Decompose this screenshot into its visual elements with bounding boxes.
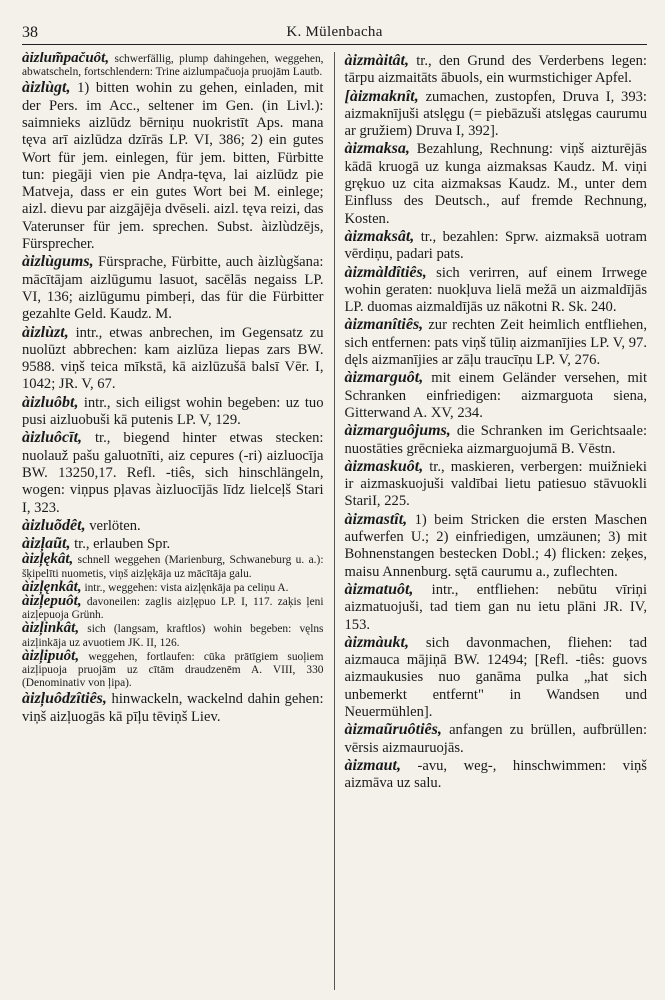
entry-definition: zumachen, zustopfen, Druva I, 393: aizmaknījuši atslęgu (= piebāzuši atslęgas caurumu ar gružiem) Druva I, 392]. [344, 88, 647, 140]
entry-headword: àizlùzt, [22, 323, 69, 341]
entry-definition: zur rechten Zeit heimlich entfliehen, sich entfernen: pats viņš tūliņ aizmanījies LP. V, 97. dęls aizmanījies ar zāļu traucīņu LP. V, 276. [344, 317, 647, 369]
entry-definition: tr., erlauben Spr. [70, 536, 171, 553]
entry-definition: 1) bitten wohin zu gehen, einladen, mit der Pers. im Acc., seltener im Gen. (in Livl.): saimnieks aizlūdz bērniņu nuokristīt Aps. mana tęva arī aizlūdza dzīrās LP. VI, 386; 2) ein gutes Wort für jem. einlegen, für jem. bitten, Fürbitte tun: piegāji vien pie Andŗa-tęva, lai aizlūdz pie Matveja, dass er ein gutes Wort bei M. einlege; aizl. dievu par aizgājēja dvēseli. aizl. tęva reizi, das Vaterunser für jem. sprechen. Subst. àizlùdzējs, Fürsprecher. [22, 80, 324, 253]
dictionary-entry [345, 88, 648, 141]
dictionary-entry [22, 690, 324, 726]
dictionary-entry [345, 581, 648, 634]
right-column [335, 52, 648, 990]
entry-definition: verlöten. [85, 517, 141, 534]
entry-definition: tr., den Grund des Verderbens legen: tārpu aizmaitāts ābuols, ein wurmstichiger Apfel. [344, 53, 647, 87]
dictionary-entry [22, 647, 324, 691]
dictionary-entry [345, 52, 648, 88]
entry-definition: intr., weggehen: vista aizļęnkāja pa celiņu A. [81, 581, 289, 594]
entry-headword: àizmaut, [344, 756, 401, 774]
entry-definition: weggehen, fortlaufen: cūka prātīgiem suoļiem aizļipuoja pruojām uz cītām draudzenēm A. VIII, 330 (Denominativ von ļipa). [22, 650, 324, 690]
dictionary-entry [345, 140, 648, 227]
entry-headword: àizļaũt, [22, 535, 71, 553]
entry-headword: àizluôcīt, [22, 429, 83, 447]
dictionary-entry [22, 253, 324, 323]
dictionary-entry [345, 228, 648, 264]
entry-headword: àizluôbt, [22, 393, 79, 411]
entry-definition: intr., sich eiligst wohin begeben: uz tuo pusi aizluobuši kā putenis LP. V, 129. [22, 394, 324, 429]
page-header [22, 22, 647, 45]
entry-definition: mit einem Geländer versehen, mit Schranken einfriedigen: aizmarguota siena, Gitterwand A. XV, 234. [344, 370, 647, 421]
entry-definition: -avu, weg-, hinschwimmen: viņš aizmāva uz salu. [344, 757, 647, 792]
entry-definition: Bezahlung, Rechnung: viņš aizturējās kādā kruogā uz kunga aizmaksas Kaudz. M. viņi grękuo uz cita aizmaksas Kaudz. M., unter dem Einfluss des Deutsch., auf fremde Rechnung, Kosten. [344, 141, 647, 227]
entry-headword: àizļepuôt, [22, 593, 82, 610]
entry-headword: àizmatuôt, [344, 580, 414, 598]
page-number: 38 [22, 24, 38, 41]
entry-headword: àizļękât, [22, 551, 74, 568]
dictionary-entry [345, 511, 648, 581]
entry-definition: sich davonmachen, fliehen: tad aizmauca mājiņā BW. 12494; [Refl. -tiês: guovs aizmaukusies nuo ganāma pulka „hat sich unbemerkt entfernt" in Wandsen und Neuermühlen]. [344, 634, 647, 720]
entry-headword: àizmarguôjums, [344, 422, 451, 440]
entry-definition: intr., etwas anbrechen, im Gegensatz zu nuolūzt abbrechen: kam aizlūza liepas zars BW. 9588. viņš teica mīkstā, kā aizlūzušā balsī Vēr. I, 1042; JR. V, 67. [22, 324, 324, 393]
dictionary-entry [22, 79, 324, 253]
dictionary-entry [345, 634, 648, 721]
dictionary-entry [22, 553, 324, 580]
entry-headword: àizmàldîtiês, [344, 263, 427, 281]
entry-headword: àizluõdêt, [22, 516, 86, 534]
entry-headword: àizļinkât, [22, 620, 80, 637]
entry-headword: àizlum̃pačuôt, [22, 52, 110, 66]
entry-definition: tr., maskieren, verbergen: muižnieki ir aizmaskuojuši valdībai lietu patiesuo stāvuokli StariI, 225. [344, 458, 647, 510]
entry-definition: anfangen zu brüllen, aufbrüllen: vērsis aizmauruojās. [344, 722, 647, 756]
entry-definition: sich (langsam, kraftlos) wohin begeben: vęlns aizļinkāja uz avuotiem JK. II, 126. [22, 623, 324, 649]
dictionary-entry [22, 595, 324, 622]
left-column [22, 52, 335, 990]
entry-definition: tr., biegend hinter etwas stecken: nuolauž pašu galuotnīti, aiz cepures (-ri) aizluocīja BW. 13250,17. Refl. -tiês, sich hinschlängeln, wogen: viņpus pļavas àizluocījās līdz lielceļš Stari I, 323. [22, 430, 324, 516]
entry-definition: davoneilen: zaglis aizļępuo LP. I, 117. zaķis ļeni aizļepuoja Grünh. [22, 596, 324, 622]
dictionary-entry [345, 721, 648, 757]
entry-headword: àizmaskuôt, [344, 457, 424, 475]
entry-definition: Fürsprache, Fürbitte, auch àizlùgšana: mācītājam aizlūgumu lasuot, sacēlās negaiss LP. VI, 136; aizlūgumu pimbeŗi, das für die Fürbitter gezahlte Geld. Kaudz. M. [22, 254, 324, 323]
entry-definition: tr., bezahlen: Sprw. aizmaksā uotram vērdiņu, padari pats. [344, 228, 647, 263]
entry-headword: àizmaksa, [344, 140, 410, 158]
dictionary-entry [345, 316, 648, 369]
dictionary-entry [345, 264, 648, 317]
dictionary-entry [22, 52, 324, 79]
dictionary-entry [22, 429, 324, 516]
entry-headword: àizmaũruôtiês, [344, 721, 442, 739]
dictionary-entry [345, 422, 648, 458]
entry-headword: àizlùgt, [22, 79, 71, 97]
dictionary-entry [22, 517, 324, 535]
columns [22, 52, 647, 990]
entry-headword: àizmastît, [344, 510, 408, 528]
running-head: K. Mülenbacha [286, 24, 383, 40]
entry-headword: àizmanîtiês, [344, 316, 424, 334]
entry-headword: àizmarguôt, [344, 369, 424, 387]
entry-headword: àizļuôdzîtiês, [22, 690, 107, 708]
entry-headword: àizmàitât, [344, 52, 409, 69]
entry-definition: schnell weggehen (Marienburg, Schwaneburg u. a.): šķipelīti nuometis, viņš aizļękāja uz mācītāja galu. [22, 554, 324, 580]
entry-headword: àizmaksât, [344, 227, 415, 245]
entry-definition: die Schranken im Gerichtsaale: nuostāties grēcnieka aizmarguojumā B. Vēstn. [344, 423, 647, 457]
entry-headword: àizlùgums, [22, 253, 94, 271]
dictionary-entry [345, 458, 648, 511]
dictionary-entry [22, 394, 324, 430]
entry-definition: 1) beim Stricken die ersten Maschen aufwerfen U.; 2) einfriedigen, umzäunen; 3) mit Bohnenstangen bestecken Dobl.; 4) flicken: zeķes, maisu Annenburg. sętā caurumu a., zuflechten. [344, 511, 647, 580]
entry-headword: àizļęnkât, [22, 578, 82, 595]
dictionary-entry [22, 324, 324, 394]
entry-definition: intr., entfliehen: nebūtu vīriņi aizmatuojuši, tad tiem gan nu ietu plāni JR. IV, 153. [344, 581, 647, 633]
dictionary-entry [345, 757, 648, 793]
entry-headword: àizmàukt, [344, 633, 409, 651]
entry-headword: àizļipuôt, [22, 647, 80, 664]
dictionary-entry [345, 369, 648, 422]
entry-headword: [àizmaknît, [344, 87, 419, 105]
dictionary-entry [22, 622, 324, 649]
entry-definition: schwerfällig, plump dahingehen, weggehen, abwatscheln, fortschlendern: Trine aizlumpačuoja pruojām Lautb. [22, 53, 324, 79]
entry-definition: hinwackeln, wackelnd dahin gehen: viņš aizļuogās kā pīļu tēviņš Liev. [22, 691, 324, 725]
entry-definition: sich verirren, auf einem Irrwege wohin geraten: nuokļuva lielā mežā un aizmaldījās LP. duomas aizmaldījās uz nākotni R. Sk. 240. [344, 264, 647, 316]
